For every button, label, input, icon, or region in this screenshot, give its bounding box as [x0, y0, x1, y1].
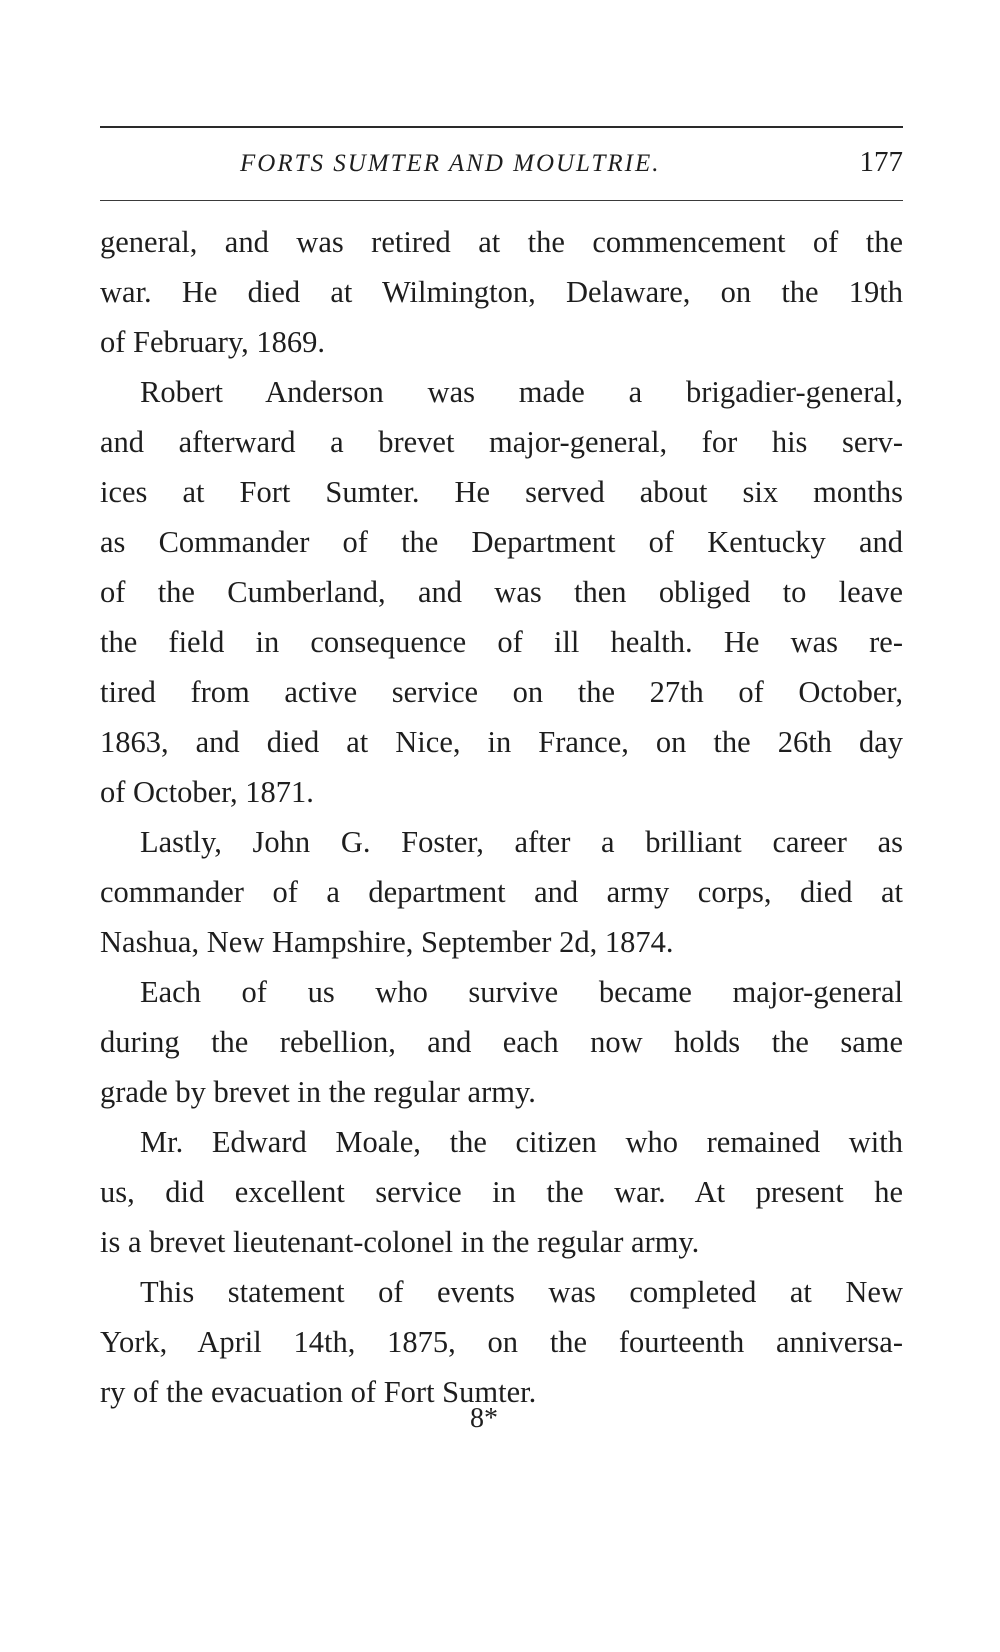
body-text: [100, 217, 903, 1417]
text-line: 1863, and died at Nice, in France, on the 26th day: [100, 725, 903, 759]
text-line: Lastly, John G. Foster, after a brilliant career as: [140, 825, 903, 859]
text-line: of the Cumberland, and was then obliged to leave: [100, 575, 903, 609]
text-line: ry of the evacuation of Fort Sumter.: [100, 1375, 537, 1409]
text-line: us, did excellent service in the war. At present he: [100, 1175, 903, 1209]
text-line: Each of us who survive became major-general: [140, 975, 903, 1009]
text-line: as Commander of the Department of Kentucky and: [100, 525, 903, 559]
text-line: grade by brevet in the regular army.: [100, 1075, 536, 1109]
paragraph-6: [100, 1267, 903, 1417]
header-bottom-rule: [100, 200, 903, 201]
text-line: and afterward a brevet major-general, for his serv-: [100, 425, 903, 459]
text-line: is a brevet lieutenant-colonel in the regular army.: [100, 1225, 700, 1259]
page-number: 177: [859, 146, 903, 178]
text-line: during the rebellion, and each now holds the same: [100, 1025, 903, 1059]
running-head: [100, 146, 903, 190]
text-line: tired from active service on the 27th of October,: [100, 675, 903, 709]
text-line: This statement of events was completed at New: [140, 1275, 903, 1309]
text-line: the field in consequence of ill health. He was re-: [100, 625, 903, 659]
text-line: general, and was retired at the commencement of the: [100, 225, 903, 259]
text-line: York, April 14th, 1875, on the fourteenth anniversa-: [100, 1325, 903, 1359]
text-line: ices at Fort Sumter. He served about six months: [100, 475, 903, 509]
running-title: FORTS SUMTER AND MOULTRIE.: [240, 150, 661, 177]
text-line: Robert Anderson was made a brigadier-general,: [140, 375, 903, 409]
text-line: of October, 1871.: [100, 775, 314, 809]
text-line: Mr. Edward Moale, the citizen who remained with: [140, 1125, 903, 1159]
signature-mark: 8*: [470, 1403, 498, 1434]
paragraph-2: [100, 367, 903, 817]
paragraph-5: [100, 1117, 903, 1267]
text-line: commander of a department and army corps, died at: [100, 875, 903, 909]
paragraph-3: [100, 817, 903, 967]
header-top-rule: [100, 126, 903, 128]
text-line: of February, 1869.: [100, 325, 326, 359]
text-line: war. He died at Wilmington, Delaware, on the 19th: [100, 275, 903, 309]
paragraph-1: [100, 217, 903, 367]
text-line: Nashua, New Hampshire, September 2d, 1874.: [100, 925, 674, 959]
paragraph-4: [100, 967, 903, 1117]
